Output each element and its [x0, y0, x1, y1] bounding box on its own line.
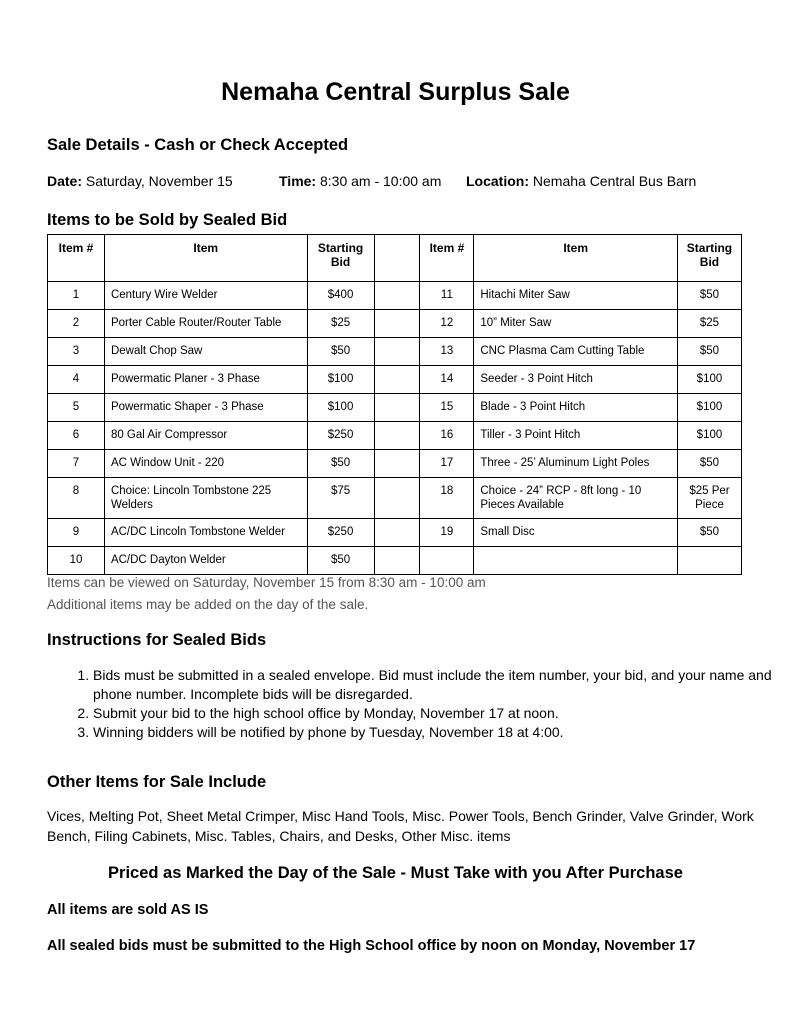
item-name: CNC Plasma Cam Cutting Table — [474, 338, 678, 366]
item-number: 13 — [420, 338, 474, 366]
item-name: Powermatic Shaper - 3 Phase — [104, 394, 307, 422]
table-header-row — [48, 235, 742, 282]
starting-bid: $400 — [307, 282, 374, 310]
sale-details-heading: Sale Details - Cash or Check Accepted — [47, 136, 349, 154]
item-number: 1 — [48, 282, 105, 310]
spacer-cell — [374, 450, 420, 478]
item-name: Powermatic Planer - 3 Phase — [104, 366, 307, 394]
starting-bid: $25 — [677, 310, 741, 338]
viewing-note: Items can be viewed on Saturday, November 15 from 8:30 am - 10:00 am — [47, 575, 486, 590]
sealed-bid-table — [47, 234, 742, 575]
item-name: 10” Miter Saw — [474, 310, 678, 338]
header-item-number: Item # — [48, 235, 105, 282]
table-row — [48, 310, 742, 338]
header-spacer — [374, 235, 420, 282]
item-name: Three - 25’ Aluminum Light Poles — [474, 450, 678, 478]
item-number: 19 — [420, 519, 474, 547]
table-row — [48, 366, 742, 394]
deadline-note: All sealed bids must be submitted to the High School office by noon on Monday, November 17 — [47, 938, 696, 954]
header-starting-bid: Starting Bid — [307, 235, 374, 282]
date-group — [47, 173, 233, 189]
list-item: 2. Submit your bid to the high school office by Monday, November 17 at noon. — [93, 704, 791, 723]
item-number: 8 — [48, 478, 105, 519]
instructions-heading: Instructions for Sealed Bids — [47, 631, 267, 649]
item-name: Tiller - 3 Point Hitch — [474, 422, 678, 450]
starting-bid: $75 — [307, 478, 374, 519]
item-name: Century Wire Welder — [104, 282, 307, 310]
item-name: AC Window Unit - 220 — [104, 450, 307, 478]
table-row — [48, 394, 742, 422]
time-group — [279, 173, 441, 189]
location-value: Nemaha Central Bus Barn — [532, 173, 697, 189]
header-item: Item — [104, 235, 307, 282]
starting-bid: $100 — [677, 366, 741, 394]
table-row — [48, 422, 742, 450]
spacer-cell — [374, 519, 420, 547]
starting-bid: $250 — [307, 422, 374, 450]
item-name: Blade - 3 Point Hitch — [474, 394, 678, 422]
starting-bid: $50 — [677, 450, 741, 478]
additional-items-note: Additional items may be added on the day of the sale. — [47, 597, 369, 612]
item-number: 5 — [48, 394, 105, 422]
starting-bid: $50 — [307, 547, 374, 575]
item-name: Small Disc — [474, 519, 678, 547]
item-number: 15 — [420, 394, 474, 422]
starting-bid: $100 — [677, 394, 741, 422]
item-number: 7 — [48, 450, 105, 478]
item-name: Hitachi Miter Saw — [474, 282, 678, 310]
item-name: Seeder - 3 Point Hitch — [474, 366, 678, 394]
spacer-cell — [374, 310, 420, 338]
starting-bid: $25 — [307, 310, 374, 338]
table-row — [48, 338, 742, 366]
item-number: 14 — [420, 366, 474, 394]
time-value: 8:30 am - 10:00 am — [319, 173, 442, 189]
item-number: 12 — [420, 310, 474, 338]
spacer-cell — [374, 422, 420, 450]
item-number: 17 — [420, 450, 474, 478]
starting-bid: $100 — [677, 422, 741, 450]
item-name — [474, 547, 678, 575]
starting-bid: $50 — [677, 519, 741, 547]
date-value: Saturday, November 15 — [85, 173, 233, 189]
spacer-cell — [374, 366, 420, 394]
location-group — [466, 173, 696, 189]
item-number: 2 — [48, 310, 105, 338]
item-number: 10 — [48, 547, 105, 575]
priced-note: Priced as Marked the Day of the Sale - Must Take with you After Purchase — [108, 864, 683, 882]
starting-bid — [677, 547, 741, 575]
table-row — [48, 519, 742, 547]
starting-bid: $100 — [307, 366, 374, 394]
starting-bid: $250 — [307, 519, 374, 547]
starting-bid: $50 — [677, 338, 741, 366]
item-name: Dewalt Chop Saw — [104, 338, 307, 366]
spacer-cell — [374, 394, 420, 422]
instructions-list — [47, 666, 791, 742]
other-items-heading: Other Items for Sale Include — [47, 773, 267, 791]
starting-bid: $50 — [307, 338, 374, 366]
starting-bid: $25 Per Piece — [677, 478, 741, 519]
as-is-note: All items are sold AS IS — [47, 902, 209, 918]
item-name: Choice: Lincoln Tombstone 225 Welders — [104, 478, 307, 519]
date-label: Date: — [47, 173, 83, 189]
starting-bid: $50 — [307, 450, 374, 478]
table-row — [48, 478, 742, 519]
starting-bid: $50 — [677, 282, 741, 310]
item-number: 6 — [48, 422, 105, 450]
spacer-cell — [374, 547, 420, 575]
item-number: 4 — [48, 366, 105, 394]
item-name: Choice - 24” RCP - 8ft long - 10 Pieces Available — [474, 478, 678, 519]
item-name: 80 Gal Air Compressor — [104, 422, 307, 450]
item-name: AC/DC Lincoln Tombstone Welder — [104, 519, 307, 547]
list-item: 1. Bids must be submitted in a sealed envelope. Bid must include the item number, your bid, and your name and phone number. Incomplete bids will be disregarded. — [93, 666, 791, 704]
sealed-bid-heading: Items to be Sold by Sealed Bid — [47, 211, 288, 229]
header-item-number: Item # — [420, 235, 474, 282]
item-name: AC/DC Dayton Welder — [104, 547, 307, 575]
spacer-cell — [374, 282, 420, 310]
spacer-cell — [374, 338, 420, 366]
table-row — [48, 547, 742, 575]
header-item: Item — [474, 235, 678, 282]
other-items-text: Vices, Melting Pot, Sheet Metal Crimper, Misc Hand Tools, Misc. Power Tools, Bench Grinder, Valve Grinder, Work Bench, Filing Cabinets, Misc. Tables, Chairs, and Desks, Other Misc. items — [47, 808, 754, 844]
item-number: 18 — [420, 478, 474, 519]
item-number: 16 — [420, 422, 474, 450]
item-name: Porter Cable Router/Router Table — [104, 310, 307, 338]
item-number: 11 — [420, 282, 474, 310]
page-title: Nemaha Central Surplus Sale — [221, 78, 570, 106]
table-row — [48, 450, 742, 478]
header-starting-bid: Starting Bid — [677, 235, 741, 282]
item-number: 3 — [48, 338, 105, 366]
time-label: Time: — [279, 173, 317, 189]
item-number: 9 — [48, 519, 105, 547]
starting-bid: $100 — [307, 394, 374, 422]
item-number — [420, 547, 474, 575]
spacer-cell — [374, 478, 420, 519]
list-item: 3. Winning bidders will be notified by phone by Tuesday, November 18 at 4:00. — [93, 723, 791, 742]
table-row — [48, 282, 742, 310]
location-label: Location: — [466, 173, 529, 189]
